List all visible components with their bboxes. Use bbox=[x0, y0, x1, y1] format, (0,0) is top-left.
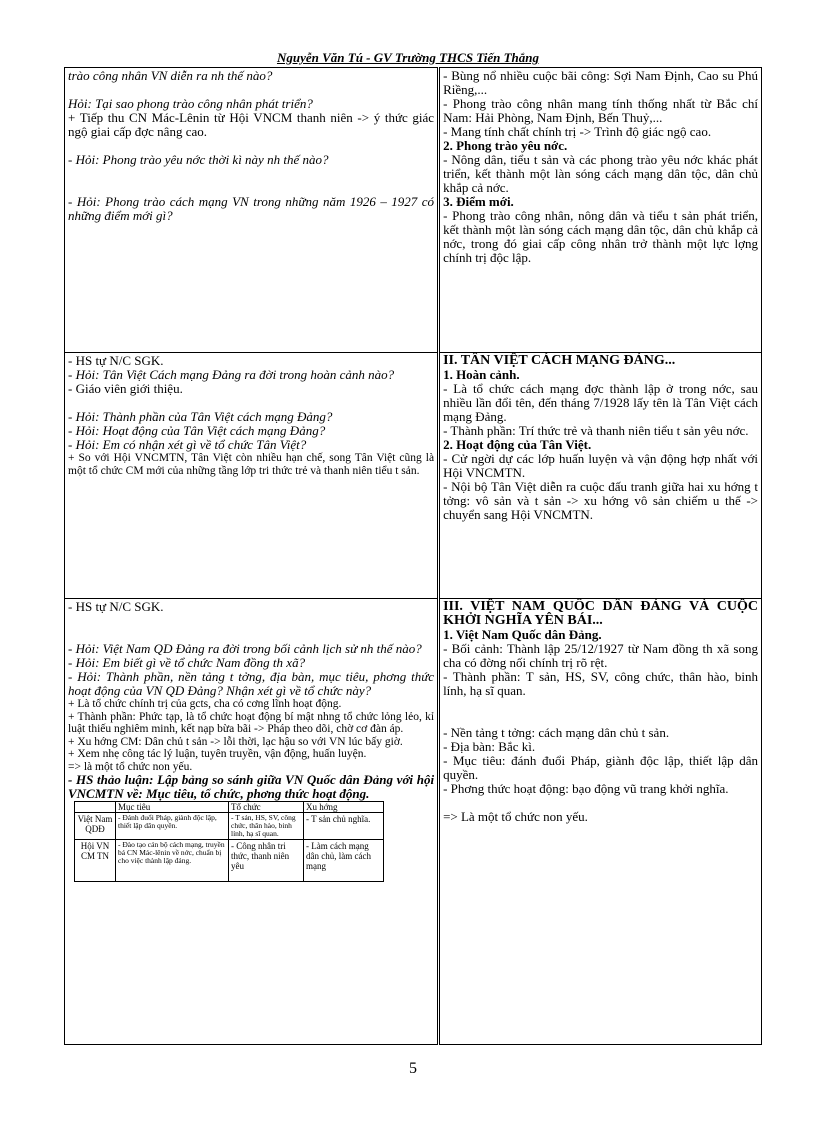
text-line: => là một tổ chức non yếu. bbox=[68, 760, 193, 773]
subsection-heading: 3. Điểm mới. bbox=[443, 194, 514, 209]
text-line: - Cử ngời dự các lớp huấn luyện và vận động hợp nhất với Hội VNCMTN. bbox=[443, 451, 758, 480]
text-line: - Nông dân, tiểu t sản và các phong trào yêu nớc khác phát triển, kết thành một làn sóng cách mạng dân tộc, dân chủ khắp cả nớc. bbox=[443, 152, 758, 195]
text-line: - Hỏi: Em biết gì về tổ chức Nam đồng th xã? bbox=[68, 655, 306, 670]
content-cell bbox=[439, 353, 762, 599]
text-line: - Hỏi: Việt Nam QD Đảng ra đời trong bối cảnh lịch sử nh thế nào? bbox=[68, 641, 422, 656]
text-line: - Bối cảnh: Thành lập 25/12/1927 từ Nam đồng th xã song cha có đờng nối chính trị rõ rệt. bbox=[443, 641, 758, 670]
text-line: - Giáo viên giới thiệu. bbox=[68, 381, 183, 396]
text-line: + Là tổ chức chính trị của gcts, cha có cơng lĩnh hoạt động. bbox=[68, 698, 342, 710]
comparison-cell: - Đánh đuổi Pháp, giành độc lập, thiết lập dân quyền. bbox=[116, 813, 229, 840]
text-line: - Phong trào công nhân mang tính thống nhất từ Bắc chí Nam: Hải Phòng, Nam Định, Bến Thuỷ,... bbox=[443, 96, 758, 125]
content-cell bbox=[439, 599, 762, 1045]
comparison-table bbox=[74, 801, 384, 882]
text-line: - Mục tiêu: đánh đuổi Pháp, giành độc lập, thiết lập dân quyền. bbox=[443, 753, 758, 782]
text-line: - Bùng nổ nhiều cuộc bãi công: Sợi Nam Định, Cao su Phú Riềng,... bbox=[443, 68, 758, 97]
spacer bbox=[68, 396, 434, 410]
subsection-heading: 1. Việt Nam Quốc dân Đảng. bbox=[443, 627, 602, 642]
text-line: + Xu hớng CM: Dân chủ t sản -> lỗi thời, lạc hậu so với VN lúc bấy giờ. bbox=[68, 735, 403, 748]
spacer bbox=[68, 83, 434, 97]
text-line: - Là tổ chức cách mạng đợc thành lập ở trong nớc, sau nhiều lần đổi tên, đến tháng 7/1928 lấy tên là Tân Việt cách mạng Đảng. bbox=[443, 381, 758, 424]
text-line: - Mang tính chất chính trị -> Trình độ giác ngộ cao. bbox=[443, 124, 712, 139]
comparison-row bbox=[75, 813, 384, 840]
subsection-heading: 2. Phong trào yêu nớc. bbox=[443, 138, 568, 153]
comparison-header-row bbox=[75, 802, 384, 813]
spacer bbox=[443, 796, 758, 810]
spacer bbox=[68, 614, 434, 642]
text-line: - Thành phần: Trí thức trẻ và thanh niên tiểu t sản yêu nớc. bbox=[443, 423, 749, 438]
comparison-header: Tổ chức bbox=[229, 802, 304, 813]
text-line: - Hỏi: Thành phần, nền tảng t tởng, địa bàn, mục tiêu, phơng thức hoạt động của VN QD Đảng? Nhận xét gì về tổ chức này? bbox=[68, 669, 435, 698]
comparison-cell: - T sản chủ nghĩa. bbox=[304, 813, 384, 840]
text-line: trào công nhân VN diễn ra nh thế nào? bbox=[68, 68, 273, 83]
lesson-table bbox=[64, 67, 762, 1045]
spacer bbox=[68, 167, 434, 195]
text-line: - Thành phần: T sản, HS, SV, công chức, thân hào, binh lính, hạ sĩ quan. bbox=[443, 669, 758, 698]
table-row bbox=[65, 353, 762, 599]
comparison-cell: - T sản, HS, SV, công chức, thân hào, binh lính, hạ sĩ quan. bbox=[229, 813, 304, 840]
text-line: - HS tự N/C SGK. bbox=[68, 599, 164, 614]
table-row bbox=[65, 68, 762, 353]
section-title: II. TÂN VIỆT CÁCH MẠNG ĐẢNG... bbox=[443, 353, 676, 368]
page-number: 5 bbox=[409, 1060, 417, 1077]
text-line: - Nền tảng t tởng: cách mạng dân chủ t sản. bbox=[443, 725, 670, 740]
subsection-heading: 2. Hoạt động của Tân Việt. bbox=[443, 437, 592, 452]
text-line: - Hỏi: Hoạt động của Tân Việt cách mạng Đảng? bbox=[68, 423, 326, 438]
text-line: - Phong trào công nhân, nông dân và tiểu t sản phát triển, kết thành một làn sóng cách mạng dân tộc, dân chủ khắp cả nớc, trong đó giai cấp công nhân trở thành một lực lợng chính trị độc lập. bbox=[443, 208, 758, 265]
section-title: III. VIỆT NAM QUỐC DÂN ĐẢNG VÀ CUỘC KHỞI NGHĨA YÊN BÁI... bbox=[443, 599, 758, 628]
text-line: - Hỏi: Tân Việt Cách mạng Đảng ra đời trong hoàn cảnh nào? bbox=[68, 367, 395, 382]
table-row bbox=[65, 599, 762, 1045]
text-line: - Hỏi: Em có nhận xét gì về tổ chức Tân Việt? bbox=[68, 437, 307, 452]
comparison-row bbox=[75, 840, 384, 882]
text-line: + Xem nhẹ công tác lý luận, tuyên truyền, vận động, huấn luyện. bbox=[68, 748, 367, 760]
text-line: - Nội bộ Tân Việt diễn ra cuộc đấu tranh giữa hai xu hớng t tởng: vô sản và t sản -> xu hớng vô sản chiếm u thế -> chuyển sang Hội VNCMTN. bbox=[443, 479, 758, 522]
text-line: - Phơng thức hoạt động: bạo động vũ trang khởi nghĩa. bbox=[443, 781, 729, 796]
content-cell bbox=[439, 68, 762, 353]
text-line: - HS tự N/C SGK. bbox=[68, 353, 164, 368]
comparison-cell: Hội VN CM TN bbox=[75, 840, 116, 882]
text-line: => Là một tổ chức non yếu. bbox=[443, 809, 588, 824]
text-line: + Thành phần: Phức tạp, là tổ chức hoạt động bí mật nhng tổ chức lỏng lẻo, kỉ luật thiếu nghiêm minh, kết nạp bừa bãi -> Pháp theo dõi, chờ cơ đàn áp. bbox=[68, 710, 435, 735]
subsection-heading: 1. Hoàn cảnh. bbox=[443, 367, 520, 382]
text-line: - Địa bàn: Bắc kì. bbox=[443, 739, 536, 754]
page-header: Nguyễn Văn Tú - GV Trường THCS Tiến Thắng bbox=[276, 50, 540, 65]
comparison-cell: - Công nhân tri thức, thanh niên yêu bbox=[229, 840, 304, 882]
comparison-cell: Việt Nam QDĐ bbox=[75, 813, 116, 840]
comparison-header: Mục tiêu bbox=[116, 802, 229, 813]
text-line: - Hỏi: Thành phần của Tân Việt cách mạng Đảng? bbox=[68, 409, 333, 424]
text-line: - Hỏi: Phong trào cách mạng VN trong những năm 1926 – 1927 có những điểm mới gì? bbox=[68, 194, 435, 223]
comparison-header: Xu hớng bbox=[304, 802, 384, 813]
teacher-activity-cell bbox=[65, 68, 439, 353]
teacher-activity-cell bbox=[65, 599, 439, 1045]
spacer bbox=[68, 139, 434, 153]
comparison-cell: - Làm cách mạng dân chủ, làm cách mạng bbox=[304, 840, 384, 882]
text-line: Hỏi: Tại sao phong trào công nhân phát triển? bbox=[68, 96, 313, 111]
teacher-activity-cell bbox=[65, 353, 439, 599]
comparison-header bbox=[75, 802, 116, 813]
text-line: - Hỏi: Phong trào yêu nớc thời kì này nh thế nào? bbox=[68, 152, 329, 167]
spacer bbox=[443, 698, 758, 726]
text-line: + Tiếp thu CN Mác-Lênin từ Hội VNCM thanh niên -> ý thức giác ngộ giai cấp đợc nâng cao. bbox=[68, 110, 435, 139]
comparison-cell: - Đào tạo cán bộ cách mạng, truyền bá CN Mác-lênin về nớc, chuẩn bị cho việc thành lập đảng. bbox=[116, 840, 229, 882]
discussion-prompt: - HS thảo luận: Lập bảng so sánh giữa VN Quốc dân Đảng với hội VNCMTN về: Mục tiêu, tổ chức, phơng thức hoạt động. bbox=[68, 772, 435, 801]
text-line: + So với Hội VNCMTN, Tân Việt còn nhiều hạn chế, song Tân Việt cũng là một tổ chức CM mới của những tầng lớp tri thức trẻ và thanh niên tiểu t sản. bbox=[68, 452, 435, 477]
